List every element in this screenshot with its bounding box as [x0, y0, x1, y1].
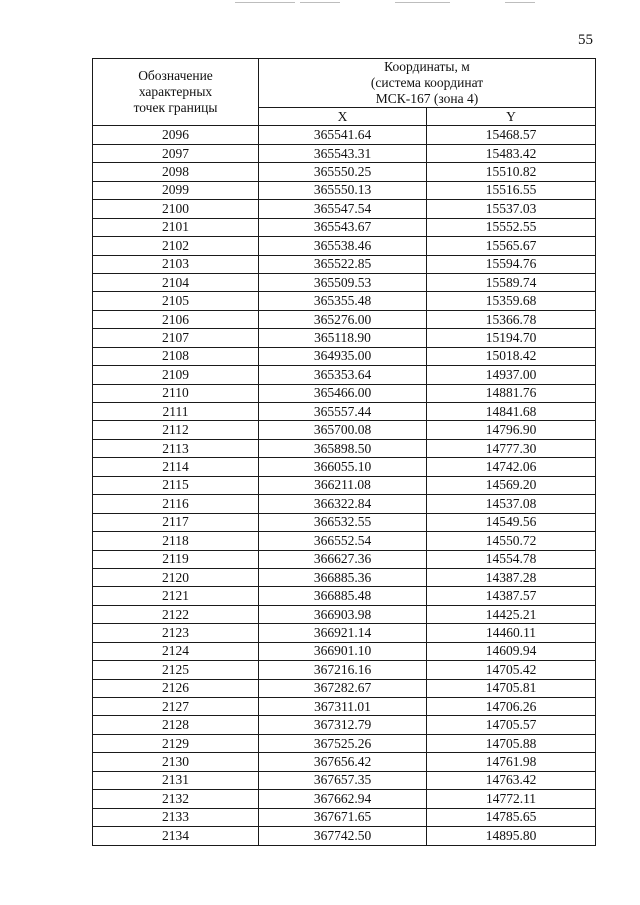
cell-point: 2109: [93, 366, 259, 384]
cell-point: 2114: [93, 458, 259, 476]
cell-x: 365550.13: [259, 181, 427, 199]
table-row: [93, 200, 596, 218]
table-row: [93, 605, 596, 623]
cell-point: 2134: [93, 827, 259, 845]
cell-y: 14706.26: [427, 698, 596, 716]
table-row: [93, 550, 596, 568]
table-row: [93, 421, 596, 439]
cell-point: 2111: [93, 403, 259, 421]
cell-x: 365543.31: [259, 144, 427, 162]
cell-point: 2126: [93, 679, 259, 697]
cell-y: 15552.55: [427, 218, 596, 236]
table-row: [93, 642, 596, 660]
cell-x: 367662.94: [259, 790, 427, 808]
cell-x: 366552.54: [259, 532, 427, 550]
cell-y: 14460.11: [427, 624, 596, 642]
table-row: [93, 771, 596, 789]
cell-point: 2104: [93, 273, 259, 291]
cell-y: 14895.80: [427, 827, 596, 845]
table-body: [93, 126, 596, 845]
cell-point: 2123: [93, 624, 259, 642]
table-row: [93, 568, 596, 586]
cell-x: 365466.00: [259, 384, 427, 402]
cell-x: 367282.67: [259, 679, 427, 697]
cell-point: 2120: [93, 568, 259, 586]
cell-point: 2124: [93, 642, 259, 660]
table-row: [93, 144, 596, 162]
cell-y: 14796.90: [427, 421, 596, 439]
cell-x: 366885.48: [259, 587, 427, 605]
cell-y: 15516.55: [427, 181, 596, 199]
table-row: [93, 495, 596, 513]
cell-y: 14609.94: [427, 642, 596, 660]
cell-point: 2106: [93, 310, 259, 328]
cell-point: 2096: [93, 126, 259, 144]
cell-point: 2131: [93, 771, 259, 789]
table-row: [93, 827, 596, 845]
cell-y: 15359.68: [427, 292, 596, 310]
table-row: [93, 698, 596, 716]
cell-y: 14569.20: [427, 476, 596, 494]
cell-point: 2132: [93, 790, 259, 808]
table-row: [93, 218, 596, 236]
cell-point: 2116: [93, 495, 259, 513]
header-x: X: [259, 108, 427, 126]
cell-x: 367742.50: [259, 827, 427, 845]
cell-y: 15537.03: [427, 200, 596, 218]
cell-point: 2107: [93, 329, 259, 347]
cell-point: 2112: [93, 421, 259, 439]
cell-y: 14387.28: [427, 568, 596, 586]
cell-point: 2100: [93, 200, 259, 218]
table-row: [93, 753, 596, 771]
table-row: [93, 679, 596, 697]
cell-x: 367312.79: [259, 716, 427, 734]
cell-point: 2122: [93, 605, 259, 623]
cell-x: 365118.90: [259, 329, 427, 347]
cell-y: 14387.57: [427, 587, 596, 605]
header-y: Y: [427, 108, 596, 126]
scan-artifact-line: [300, 2, 340, 3]
cell-x: 365550.25: [259, 163, 427, 181]
cell-x: 365547.54: [259, 200, 427, 218]
cell-point: 2130: [93, 753, 259, 771]
table-row: [93, 716, 596, 734]
cell-point: 2101: [93, 218, 259, 236]
table-row: [93, 292, 596, 310]
cell-point: 2105: [93, 292, 259, 310]
cell-x: 366901.10: [259, 642, 427, 660]
header-coordinates: [259, 59, 596, 108]
table-row: [93, 476, 596, 494]
cell-y: 14705.57: [427, 716, 596, 734]
cell-point: 2119: [93, 550, 259, 568]
cell-y: 14554.78: [427, 550, 596, 568]
table-row: [93, 439, 596, 457]
table-row: [93, 347, 596, 365]
cell-y: 15565.67: [427, 237, 596, 255]
cell-x: 366903.98: [259, 605, 427, 623]
cell-y: 14705.81: [427, 679, 596, 697]
cell-x: 365543.67: [259, 218, 427, 236]
cell-y: 15018.42: [427, 347, 596, 365]
header-coords-line: МСК-167 (зона 4): [375, 91, 479, 106]
cell-y: 15594.76: [427, 255, 596, 273]
cell-x: 366055.10: [259, 458, 427, 476]
table-row: [93, 661, 596, 679]
cell-x: 366532.55: [259, 513, 427, 531]
table-row: [93, 181, 596, 199]
table-row: [93, 273, 596, 291]
cell-x: 366211.08: [259, 476, 427, 494]
table-row: [93, 163, 596, 181]
cell-y: 14937.00: [427, 366, 596, 384]
header-point-designation: [93, 59, 259, 126]
cell-y: 14777.30: [427, 439, 596, 457]
cell-x: 365353.64: [259, 366, 427, 384]
header-label-line: характерных: [138, 84, 213, 100]
table-row: [93, 126, 596, 144]
cell-y: 14772.11: [427, 790, 596, 808]
header-coords-line: Координаты, м: [384, 59, 470, 74]
table-row: [93, 366, 596, 384]
cell-point: 2118: [93, 532, 259, 550]
header-label-line: точек границы: [133, 100, 218, 116]
cell-x: 365522.85: [259, 255, 427, 273]
table-row: [93, 624, 596, 642]
cell-y: 14881.76: [427, 384, 596, 402]
cell-x: 365557.44: [259, 403, 427, 421]
cell-x: 365509.53: [259, 273, 427, 291]
table-row: [93, 790, 596, 808]
cell-point: 2129: [93, 734, 259, 752]
table-row: [93, 310, 596, 328]
cell-y: 14549.56: [427, 513, 596, 531]
cell-y: 14761.98: [427, 753, 596, 771]
cell-x: 364935.00: [259, 347, 427, 365]
cell-point: 2128: [93, 716, 259, 734]
cell-point: 2115: [93, 476, 259, 494]
cell-x: 367216.16: [259, 661, 427, 679]
cell-y: 14841.68: [427, 403, 596, 421]
header-label-line: Обозначение: [138, 68, 213, 84]
cell-point: 2102: [93, 237, 259, 255]
cell-point: 2097: [93, 144, 259, 162]
cell-y: 15366.78: [427, 310, 596, 328]
scan-artifact-line: [395, 2, 450, 3]
cell-x: 365538.46: [259, 237, 427, 255]
cell-point: 2103: [93, 255, 259, 273]
cell-x: 365276.00: [259, 310, 427, 328]
table-row: [93, 403, 596, 421]
header-coords-line: (система координат: [370, 75, 484, 90]
cell-y: 15510.82: [427, 163, 596, 181]
table-row: [93, 808, 596, 826]
cell-y: 15194.70: [427, 329, 596, 347]
cell-x: 366885.36: [259, 568, 427, 586]
cell-x: 367671.65: [259, 808, 427, 826]
cell-point: 2113: [93, 439, 259, 457]
cell-x: 367657.35: [259, 771, 427, 789]
cell-y: 14550.72: [427, 532, 596, 550]
cell-point: 2125: [93, 661, 259, 679]
cell-x: 365355.48: [259, 292, 427, 310]
coordinates-table: [92, 58, 596, 846]
cell-y: 15483.42: [427, 144, 596, 162]
cell-x: 365541.64: [259, 126, 427, 144]
table-row: [93, 329, 596, 347]
cell-point: 2127: [93, 698, 259, 716]
scan-artifact-line: [505, 2, 535, 3]
page-number: 55: [578, 32, 593, 48]
cell-y: 15589.74: [427, 273, 596, 291]
cell-point: 2121: [93, 587, 259, 605]
cell-x: 367311.01: [259, 698, 427, 716]
cell-x: 365898.50: [259, 439, 427, 457]
cell-y: 14537.08: [427, 495, 596, 513]
cell-x: 367525.26: [259, 734, 427, 752]
table-row: [93, 734, 596, 752]
cell-y: 14705.42: [427, 661, 596, 679]
cell-point: 2110: [93, 384, 259, 402]
cell-x: 366322.84: [259, 495, 427, 513]
table-row: [93, 384, 596, 402]
cell-y: 14785.65: [427, 808, 596, 826]
table-row: [93, 532, 596, 550]
table-row: [93, 587, 596, 605]
cell-point: 2117: [93, 513, 259, 531]
cell-point: 2133: [93, 808, 259, 826]
cell-y: 14425.21: [427, 605, 596, 623]
cell-point: 2099: [93, 181, 259, 199]
cell-point: 2108: [93, 347, 259, 365]
cell-y: 14763.42: [427, 771, 596, 789]
cell-point: 2098: [93, 163, 259, 181]
table-row: [93, 458, 596, 476]
cell-x: 367656.42: [259, 753, 427, 771]
cell-y: 15468.57: [427, 126, 596, 144]
cell-x: 366627.36: [259, 550, 427, 568]
cell-y: 14742.06: [427, 458, 596, 476]
table-header: [93, 59, 596, 126]
cell-x: 365700.08: [259, 421, 427, 439]
cell-x: 366921.14: [259, 624, 427, 642]
table-row: [93, 513, 596, 531]
table-row: [93, 255, 596, 273]
table-row: [93, 237, 596, 255]
cell-y: 14705.88: [427, 734, 596, 752]
scan-artifact-line: [235, 2, 295, 3]
